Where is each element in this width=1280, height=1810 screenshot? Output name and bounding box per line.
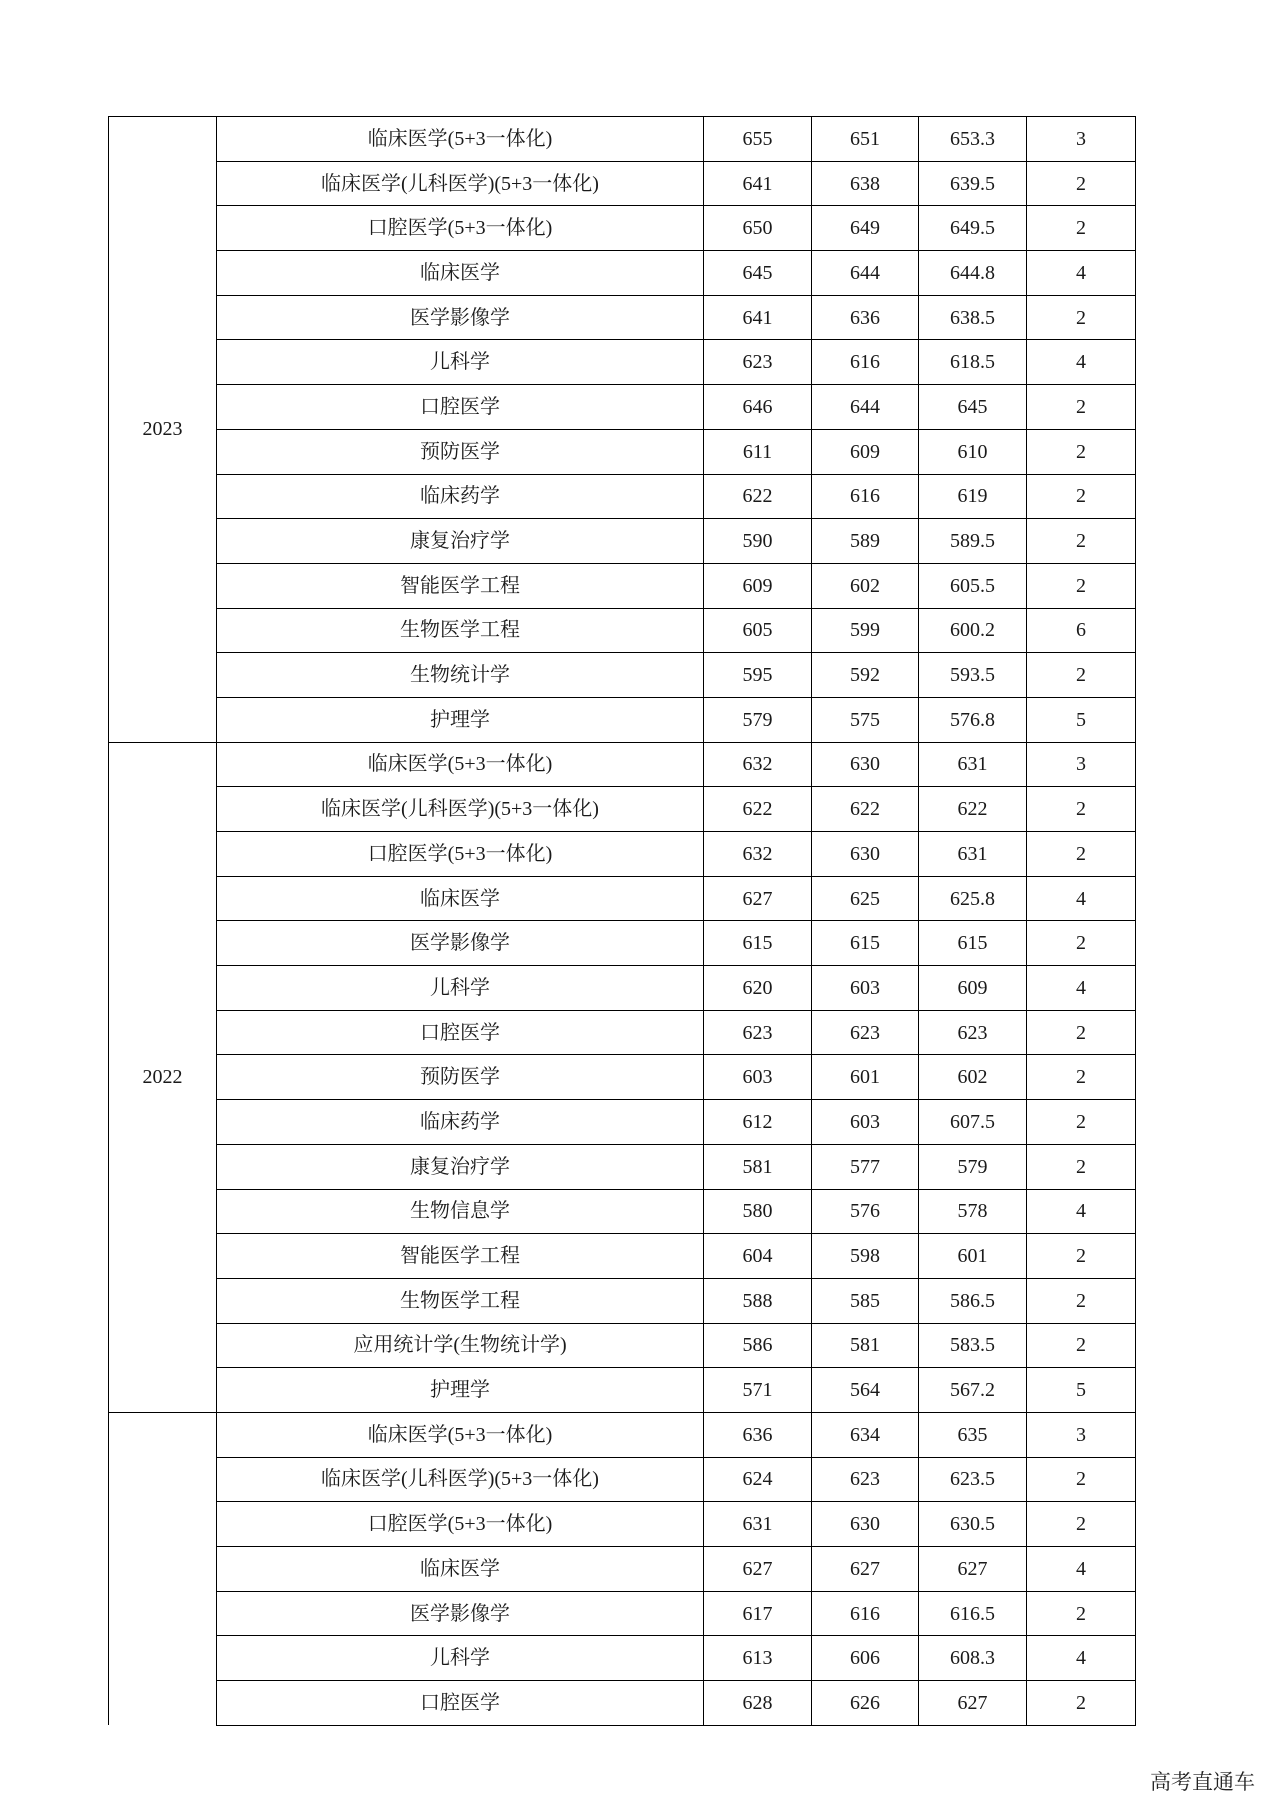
number-cell: 630 — [812, 1502, 919, 1547]
table-row — [109, 1368, 1136, 1413]
number-cell: 2 — [1027, 1234, 1136, 1279]
number-cell: 645 — [919, 385, 1027, 430]
number-cell: 601 — [812, 1055, 919, 1100]
major-cell: 儿科学 — [217, 340, 704, 385]
number-cell: 579 — [919, 1144, 1027, 1189]
number-cell: 645 — [704, 251, 812, 296]
number-cell: 599 — [812, 608, 919, 653]
major-cell: 口腔医学 — [217, 1010, 704, 1055]
number-cell: 634 — [812, 1412, 919, 1457]
number-cell: 580 — [704, 1189, 812, 1234]
number-cell: 641 — [704, 161, 812, 206]
table-row — [109, 563, 1136, 608]
table-row — [109, 1412, 1136, 1457]
number-cell: 603 — [704, 1055, 812, 1100]
number-cell: 608.3 — [919, 1636, 1027, 1681]
number-cell: 609 — [919, 966, 1027, 1011]
number-cell: 616 — [812, 474, 919, 519]
number-cell: 567.2 — [919, 1368, 1027, 1413]
table-row — [109, 1502, 1136, 1547]
major-cell: 儿科学 — [217, 1636, 704, 1681]
major-cell: 口腔医学 — [217, 1681, 704, 1726]
number-cell: 651 — [812, 117, 919, 162]
number-cell: 2 — [1027, 161, 1136, 206]
number-cell: 578 — [919, 1189, 1027, 1234]
number-cell: 2 — [1027, 295, 1136, 340]
number-cell: 616 — [812, 1591, 919, 1636]
number-cell: 6 — [1027, 608, 1136, 653]
table-row — [109, 1457, 1136, 1502]
number-cell: 644 — [812, 251, 919, 296]
major-cell: 临床医学 — [217, 251, 704, 296]
table-row — [109, 742, 1136, 787]
number-cell: 617 — [704, 1591, 812, 1636]
year-cell: 2023 — [109, 117, 217, 743]
table-row — [109, 1010, 1136, 1055]
major-cell: 口腔医学(5+3一体化) — [217, 206, 704, 251]
number-cell: 639.5 — [919, 161, 1027, 206]
table-row — [109, 697, 1136, 742]
table-row — [109, 653, 1136, 698]
number-cell: 627 — [919, 1681, 1027, 1726]
number-cell: 2 — [1027, 1323, 1136, 1368]
number-cell: 2 — [1027, 1502, 1136, 1547]
number-cell: 4 — [1027, 876, 1136, 921]
major-cell: 口腔医学 — [217, 385, 704, 430]
major-cell: 口腔医学(5+3一体化) — [217, 1502, 704, 1547]
number-cell: 638 — [812, 161, 919, 206]
number-cell: 2 — [1027, 1100, 1136, 1145]
table-row — [109, 206, 1136, 251]
table-row — [109, 1591, 1136, 1636]
table-row — [109, 787, 1136, 832]
major-cell: 临床药学 — [217, 474, 704, 519]
table-row — [109, 295, 1136, 340]
major-cell: 临床药学 — [217, 1100, 704, 1145]
number-cell: 618.5 — [919, 340, 1027, 385]
table-row — [109, 1278, 1136, 1323]
number-cell: 2 — [1027, 206, 1136, 251]
number-cell: 2 — [1027, 653, 1136, 698]
major-cell: 临床医学(儿科医学)(5+3一体化) — [217, 787, 704, 832]
number-cell: 585 — [812, 1278, 919, 1323]
number-cell: 620 — [704, 966, 812, 1011]
number-cell: 4 — [1027, 1636, 1136, 1681]
major-cell: 临床医学 — [217, 876, 704, 921]
major-cell: 预防医学 — [217, 429, 704, 474]
number-cell: 616 — [812, 340, 919, 385]
major-cell: 儿科学 — [217, 966, 704, 1011]
major-cell: 临床医学 — [217, 1547, 704, 1592]
number-cell: 632 — [704, 832, 812, 877]
number-cell: 564 — [812, 1368, 919, 1413]
major-cell: 临床医学(5+3一体化) — [217, 1412, 704, 1457]
number-cell: 577 — [812, 1144, 919, 1189]
score-table — [108, 116, 1136, 1726]
major-cell: 智能医学工程 — [217, 563, 704, 608]
number-cell: 2 — [1027, 385, 1136, 430]
table-row — [109, 966, 1136, 1011]
number-cell: 2 — [1027, 921, 1136, 966]
number-cell: 607.5 — [919, 1100, 1027, 1145]
number-cell: 3 — [1027, 742, 1136, 787]
number-cell: 613 — [704, 1636, 812, 1681]
number-cell: 593.5 — [919, 653, 1027, 698]
table-row — [109, 1636, 1136, 1681]
number-cell: 600.2 — [919, 608, 1027, 653]
number-cell: 615 — [919, 921, 1027, 966]
number-cell: 619 — [919, 474, 1027, 519]
number-cell: 5 — [1027, 697, 1136, 742]
table-row — [109, 117, 1136, 162]
number-cell: 615 — [812, 921, 919, 966]
table-row — [109, 921, 1136, 966]
number-cell: 636 — [812, 295, 919, 340]
number-cell: 603 — [812, 966, 919, 1011]
table-row — [109, 1547, 1136, 1592]
table-row — [109, 1323, 1136, 1368]
number-cell: 581 — [812, 1323, 919, 1368]
number-cell: 576 — [812, 1189, 919, 1234]
major-cell: 医学影像学 — [217, 1591, 704, 1636]
table-row — [109, 385, 1136, 430]
table-row — [109, 832, 1136, 877]
number-cell: 615 — [704, 921, 812, 966]
number-cell: 605 — [704, 608, 812, 653]
number-cell: 623 — [919, 1010, 1027, 1055]
number-cell: 4 — [1027, 1547, 1136, 1592]
major-cell: 医学影像学 — [217, 921, 704, 966]
number-cell: 2 — [1027, 563, 1136, 608]
number-cell: 624 — [704, 1457, 812, 1502]
number-cell: 622 — [704, 474, 812, 519]
major-cell: 临床医学(5+3一体化) — [217, 117, 704, 162]
number-cell: 579 — [704, 697, 812, 742]
number-cell: 632 — [704, 742, 812, 787]
major-cell: 生物统计学 — [217, 653, 704, 698]
number-cell: 616.5 — [919, 1591, 1027, 1636]
number-cell: 590 — [704, 519, 812, 564]
number-cell: 622 — [704, 787, 812, 832]
major-cell: 预防医学 — [217, 1055, 704, 1100]
number-cell: 4 — [1027, 966, 1136, 1011]
number-cell: 630 — [812, 832, 919, 877]
table-row — [109, 1189, 1136, 1234]
number-cell: 598 — [812, 1234, 919, 1279]
number-cell: 4 — [1027, 1189, 1136, 1234]
major-cell: 应用统计学(生物统计学) — [217, 1323, 704, 1368]
number-cell: 627 — [919, 1547, 1027, 1592]
number-cell: 588 — [704, 1278, 812, 1323]
number-cell: 586 — [704, 1323, 812, 1368]
number-cell: 638.5 — [919, 295, 1027, 340]
number-cell: 653.3 — [919, 117, 1027, 162]
major-cell: 临床医学(儿科医学)(5+3一体化) — [217, 161, 704, 206]
major-cell: 临床医学(儿科医学)(5+3一体化) — [217, 1457, 704, 1502]
number-cell: 623 — [704, 1010, 812, 1055]
number-cell: 2 — [1027, 1144, 1136, 1189]
number-cell: 649 — [812, 206, 919, 251]
major-cell: 生物信息学 — [217, 1189, 704, 1234]
number-cell: 601 — [919, 1234, 1027, 1279]
number-cell: 612 — [704, 1100, 812, 1145]
number-cell: 606 — [812, 1636, 919, 1681]
number-cell: 2 — [1027, 1457, 1136, 1502]
table-row — [109, 429, 1136, 474]
number-cell: 641 — [704, 295, 812, 340]
number-cell: 626 — [812, 1681, 919, 1726]
number-cell: 2 — [1027, 519, 1136, 564]
number-cell: 602 — [812, 563, 919, 608]
number-cell: 644.8 — [919, 251, 1027, 296]
number-cell: 630 — [812, 742, 919, 787]
number-cell: 655 — [704, 117, 812, 162]
table-row — [109, 251, 1136, 296]
number-cell: 3 — [1027, 1412, 1136, 1457]
number-cell: 2 — [1027, 1681, 1136, 1726]
number-cell: 4 — [1027, 251, 1136, 296]
number-cell: 644 — [812, 385, 919, 430]
number-cell: 627 — [704, 1547, 812, 1592]
major-cell: 智能医学工程 — [217, 1234, 704, 1279]
number-cell: 627 — [704, 876, 812, 921]
table-row — [109, 1144, 1136, 1189]
number-cell: 625 — [812, 876, 919, 921]
number-cell: 623 — [704, 340, 812, 385]
number-cell: 2 — [1027, 429, 1136, 474]
number-cell: 2 — [1027, 1591, 1136, 1636]
number-cell: 2 — [1027, 1278, 1136, 1323]
number-cell: 603 — [812, 1100, 919, 1145]
number-cell: 622 — [919, 787, 1027, 832]
number-cell: 631 — [919, 742, 1027, 787]
number-cell: 2 — [1027, 832, 1136, 877]
number-cell: 5 — [1027, 1368, 1136, 1413]
score-table-body — [109, 117, 1136, 1726]
number-cell: 589.5 — [919, 519, 1027, 564]
number-cell: 623 — [812, 1010, 919, 1055]
number-cell: 631 — [704, 1502, 812, 1547]
number-cell: 575 — [812, 697, 919, 742]
major-cell: 口腔医学(5+3一体化) — [217, 832, 704, 877]
number-cell: 609 — [704, 563, 812, 608]
watermark-text: 高考直通车 — [1150, 1771, 1255, 1794]
number-cell: 628 — [704, 1681, 812, 1726]
number-cell: 581 — [704, 1144, 812, 1189]
number-cell: 586.5 — [919, 1278, 1027, 1323]
table-row — [109, 1681, 1136, 1726]
number-cell: 595 — [704, 653, 812, 698]
number-cell: 589 — [812, 519, 919, 564]
table-row — [109, 1234, 1136, 1279]
number-cell: 3 — [1027, 117, 1136, 162]
table-row — [109, 608, 1136, 653]
table-row — [109, 161, 1136, 206]
major-cell: 医学影像学 — [217, 295, 704, 340]
number-cell: 610 — [919, 429, 1027, 474]
number-cell: 609 — [812, 429, 919, 474]
major-cell: 康复治疗学 — [217, 1144, 704, 1189]
number-cell: 611 — [704, 429, 812, 474]
number-cell: 623 — [812, 1457, 919, 1502]
number-cell: 625.8 — [919, 876, 1027, 921]
number-cell: 592 — [812, 653, 919, 698]
number-cell: 4 — [1027, 340, 1136, 385]
major-cell: 生物医学工程 — [217, 1278, 704, 1323]
table-row — [109, 340, 1136, 385]
table-row — [109, 1055, 1136, 1100]
number-cell: 576.8 — [919, 697, 1027, 742]
major-cell: 护理学 — [217, 697, 704, 742]
table-row — [109, 1100, 1136, 1145]
number-cell: 605.5 — [919, 563, 1027, 608]
number-cell: 622 — [812, 787, 919, 832]
number-cell: 604 — [704, 1234, 812, 1279]
number-cell: 636 — [704, 1412, 812, 1457]
number-cell: 650 — [704, 206, 812, 251]
number-cell: 623.5 — [919, 1457, 1027, 1502]
year-cell: 2022 — [109, 742, 217, 1412]
number-cell: 2 — [1027, 1010, 1136, 1055]
number-cell: 646 — [704, 385, 812, 430]
table-row — [109, 876, 1136, 921]
major-cell: 护理学 — [217, 1368, 704, 1413]
number-cell: 2 — [1027, 787, 1136, 832]
number-cell: 627 — [812, 1547, 919, 1592]
major-cell: 康复治疗学 — [217, 519, 704, 564]
number-cell: 649.5 — [919, 206, 1027, 251]
number-cell: 635 — [919, 1412, 1027, 1457]
major-cell: 生物医学工程 — [217, 608, 704, 653]
major-cell: 临床医学(5+3一体化) — [217, 742, 704, 787]
table-row — [109, 474, 1136, 519]
number-cell: 2 — [1027, 474, 1136, 519]
number-cell: 602 — [919, 1055, 1027, 1100]
number-cell: 571 — [704, 1368, 812, 1413]
year-cell — [109, 1412, 217, 1725]
table-row — [109, 519, 1136, 564]
number-cell: 2 — [1027, 1055, 1136, 1100]
number-cell: 630.5 — [919, 1502, 1027, 1547]
number-cell: 583.5 — [919, 1323, 1027, 1368]
number-cell: 631 — [919, 832, 1027, 877]
